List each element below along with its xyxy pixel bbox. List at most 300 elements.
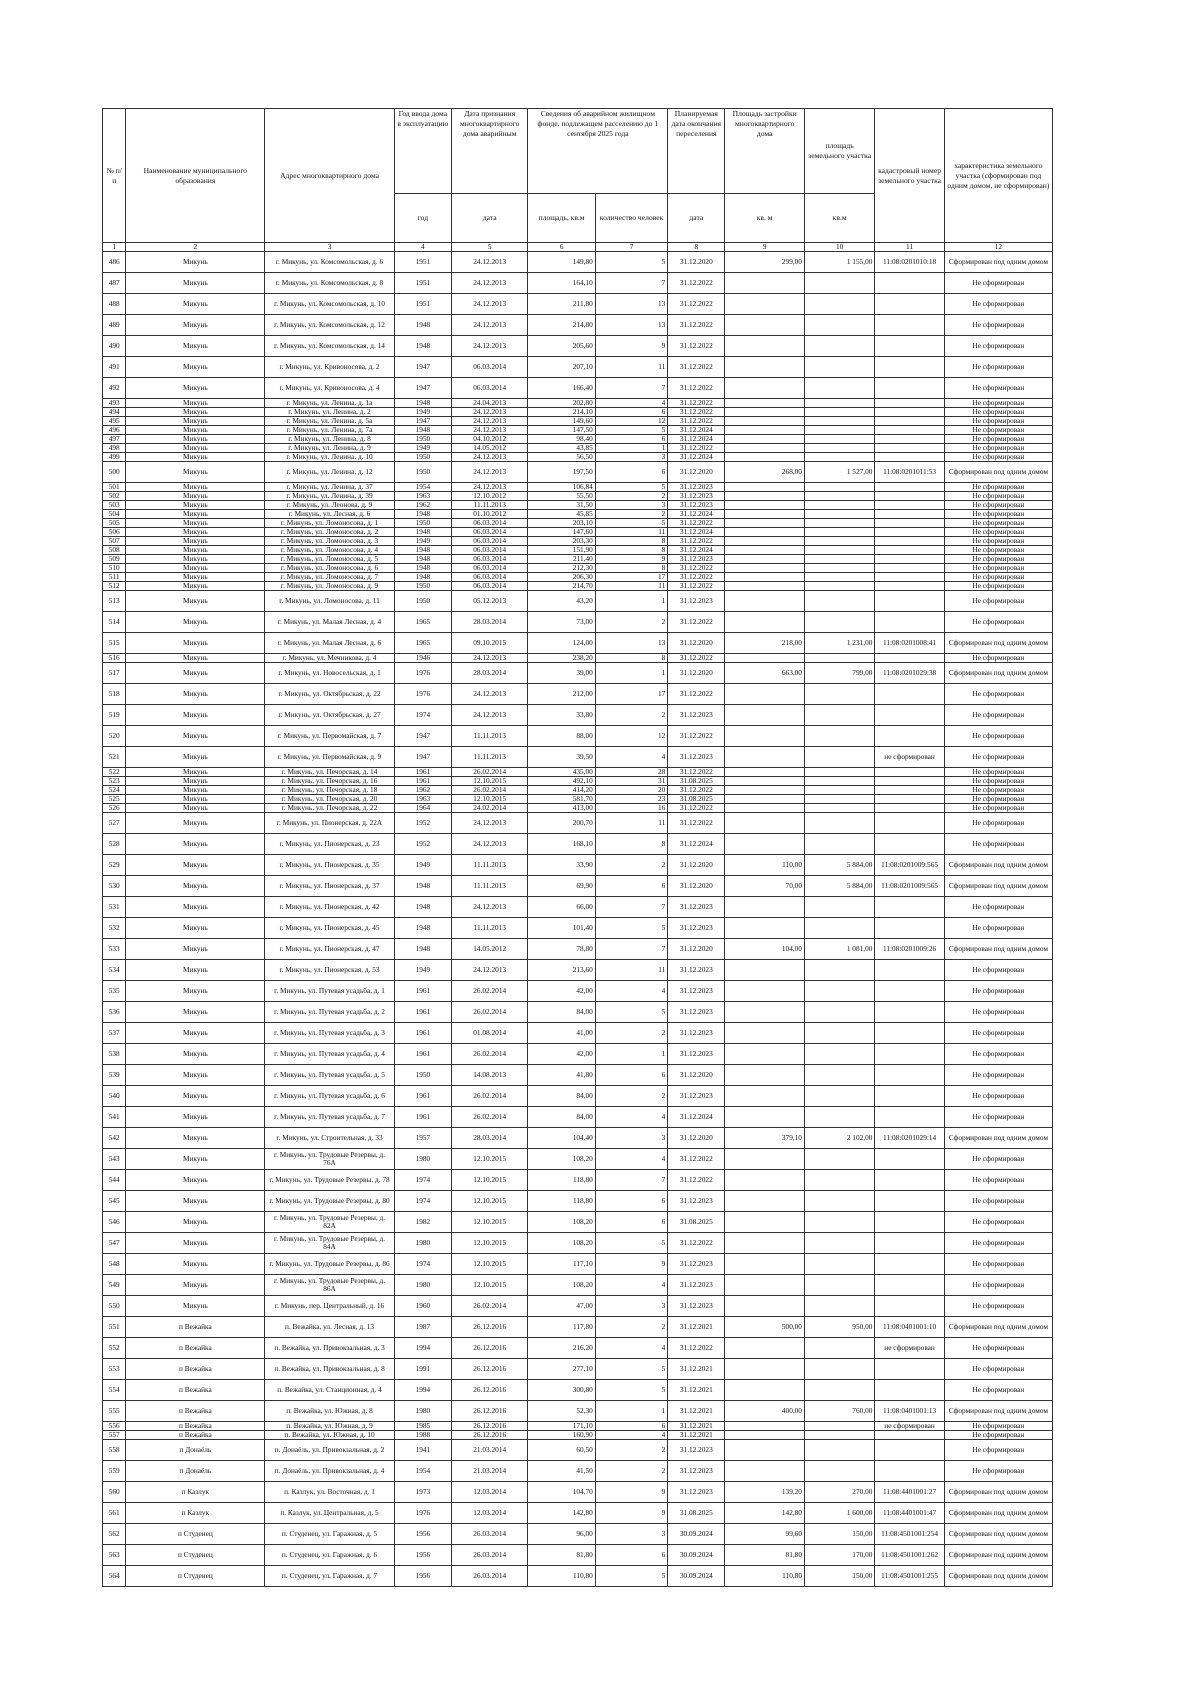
land-area-cell [804,528,874,537]
people-cell: 5 [595,1566,667,1587]
area-cell: 41,50 [528,1461,595,1482]
emergency-date-cell: 12.10.2015 [451,1233,528,1254]
building-area-cell [725,1107,805,1128]
planned-end-cell: 31.12.2023 [668,1002,725,1023]
municipality-cell: Микунь [126,501,265,510]
land-status-cell: Не сформирован [944,918,1052,939]
row-number: 559 [103,1461,126,1482]
row-number: 488 [103,294,126,315]
building-area-cell [725,591,805,612]
cadastral-cell: 11:08:0201009:565 [875,855,944,876]
row-number: 502 [103,492,126,501]
land-area-cell [804,960,874,981]
address-cell: г. Микунь, ул. Путевая усадьба, д. 2 [265,1002,395,1023]
row-number: 491 [103,357,126,378]
table-row [103,813,1053,834]
row-number: 548 [103,1254,126,1275]
table-row [103,777,1053,786]
municipality-cell: Микунь [126,573,265,582]
emergency-date-cell: 24.12.2013 [451,705,528,726]
emergency-date-cell: 26.12.2016 [451,1338,528,1359]
table-row [103,462,1053,483]
year-cell: 1949 [394,537,451,546]
land-status-cell: Не сформирован [944,1359,1052,1380]
table-row [103,1422,1053,1431]
people-cell: 3 [595,1524,667,1545]
table-row [103,1461,1053,1482]
people-cell: 5 [595,252,667,273]
cadastral-cell: 11:08:4401001:47 [875,1503,944,1524]
building-area-cell [725,654,805,663]
year-cell: 1962 [394,501,451,510]
building-area-cell [725,1359,805,1380]
land-area-cell [804,1233,874,1254]
table-row [103,1296,1053,1317]
year-cell: 1961 [394,1107,451,1128]
document-sheet [102,108,1053,1587]
land-status-cell: Не сформирован [944,834,1052,855]
year-cell: 1954 [394,1461,451,1482]
planned-end-cell: 31.12.2022 [668,768,725,777]
land-status-cell: Не сформирован [944,1149,1052,1170]
cadastral-cell [875,834,944,855]
people-cell: 8 [595,564,667,573]
planned-end-cell: 31.12.2020 [668,876,725,897]
building-area-cell [725,897,805,918]
emergency-date-cell: 24.12.2013 [451,453,528,462]
building-area-cell [725,1086,805,1107]
land-area-cell: 1 231,00 [804,633,874,654]
row-number: 511 [103,573,126,582]
people-cell: 2 [595,1440,667,1461]
cadastral-cell [875,918,944,939]
address-cell: г. Микунь, ул. Печорская, д. 14 [265,768,395,777]
address-cell: п. Вежайка, ул. Привокзальная, д. 8 [265,1359,395,1380]
area-cell: 98,40 [528,435,595,444]
area-cell: 43,20 [528,591,595,612]
address-cell: г. Микунь, ул. Печорская, д. 16 [265,777,395,786]
address-cell: г. Микунь, ул. Ломоносова, д. 4 [265,546,395,555]
address-cell: г. Микунь, ул. Ленина, д. 1а [265,399,395,408]
planned-end-cell: 31.12.2022 [668,294,725,315]
land-area-cell [804,591,874,612]
cadastral-cell [875,528,944,537]
year-cell: 1952 [394,834,451,855]
building-area-cell: 110,80 [725,1566,805,1587]
address-cell: г. Микунь, ул. Ломоносова, д. 1 [265,519,395,528]
building-area-cell [725,777,805,786]
land-area-cell [804,1296,874,1317]
row-number: 535 [103,981,126,1002]
land-area-cell [804,768,874,777]
building-area-cell [725,492,805,501]
address-cell: г. Микунь, ул. Леонова, д. 9 [265,501,395,510]
land-area-cell: 1 527,00 [804,462,874,483]
year-cell: 1950 [394,462,451,483]
cadastral-cell: 11:08:0201029:38 [875,663,944,684]
cadastral-cell [875,795,944,804]
area-cell: 149,80 [528,252,595,273]
address-cell: г. Микунь, ул. Путевая усадьба, д. 5 [265,1065,395,1086]
cadastral-cell: не сформирован [875,1422,944,1431]
year-cell: 1956 [394,1524,451,1545]
land-status-cell: Сформирован под одним домом [944,633,1052,654]
municipality-cell: Микунь [126,1212,265,1233]
people-cell: 2 [595,1086,667,1107]
emergency-date-cell: 11.11.2013 [451,726,528,747]
land-status-cell: Сформирован под одним домом [944,663,1052,684]
area-cell: 214,70 [528,582,595,591]
year-cell: 1974 [394,1191,451,1212]
row-number: 563 [103,1545,126,1566]
municipality-cell: Микунь [126,960,265,981]
land-area-cell [804,726,874,747]
people-cell: 7 [595,897,667,918]
area-cell: 88,00 [528,726,595,747]
row-number: 515 [103,633,126,654]
area-cell: 108,20 [528,1212,595,1233]
land-status-cell: Не сформирован [944,786,1052,795]
table-row [103,273,1053,294]
year-cell: 1976 [394,684,451,705]
municipality-cell: Микунь [126,444,265,453]
year-cell: 1948 [394,399,451,408]
cadastral-cell [875,813,944,834]
land-status-cell: Не сформирован [944,444,1052,453]
planned-end-cell: 31.12.2022 [668,357,725,378]
address-cell: г. Микунь, ул. Ленина, д. 2 [265,408,395,417]
land-area-cell [804,573,874,582]
cadastral-cell [875,573,944,582]
subheader-date: дата [451,194,528,243]
land-area-cell [804,918,874,939]
table-row [103,408,1053,417]
land-area-cell: 270,00 [804,1482,874,1503]
year-cell: 1980 [394,1233,451,1254]
area-cell: 435,00 [528,768,595,777]
land-status-cell: Не сформирован [944,294,1052,315]
emergency-date-cell: 28.03.2014 [451,1128,528,1149]
area-cell: 238,20 [528,654,595,663]
planned-end-cell: 30.09.2024 [668,1566,725,1587]
land-status-cell: Не сформирован [944,684,1052,705]
address-cell: п. Вежайка, ул. Южная, д. 9 [265,1422,395,1431]
building-area-cell [725,483,805,492]
row-number: 487 [103,273,126,294]
building-area-cell [725,1338,805,1359]
planned-end-cell: 31.12.2023 [668,555,725,564]
people-cell: 5 [595,918,667,939]
area-cell: 160,90 [528,1431,595,1440]
year-cell: 1948 [394,555,451,564]
planned-end-cell: 31.12.2022 [668,315,725,336]
address-cell: г. Микунь, ул. Комсомольская, д. 10 [265,294,395,315]
cadastral-cell [875,1380,944,1401]
land-status-cell: Не сформирован [944,1254,1052,1275]
area-cell: 106,84 [528,483,595,492]
land-status-cell: Сформирован под одним домом [944,1401,1052,1422]
table-row [103,435,1053,444]
row-number: 507 [103,537,126,546]
emergency-date-cell: 12.10.2015 [451,795,528,804]
municipality-cell: Микунь [126,939,265,960]
people-cell: 12 [595,417,667,426]
area-cell: 197,50 [528,462,595,483]
row-number: 493 [103,399,126,408]
address-cell: г. Микунь, ул. Ленина, д. 5а [265,417,395,426]
land-area-cell [804,813,874,834]
land-area-cell [804,1275,874,1296]
municipality-cell: п Донаёль [126,1440,265,1461]
land-status-cell: Не сформирован [944,399,1052,408]
land-area-cell [804,684,874,705]
header-municipality: Наименование муниципального образования [126,109,265,243]
planned-end-cell: 31.12.2022 [668,684,725,705]
table-row [103,453,1053,462]
land-status-cell: Сформирован под одним домом [944,1566,1052,1587]
cadastral-cell [875,492,944,501]
table-row [103,897,1053,918]
area-cell: 41,00 [528,1023,595,1044]
row-number: 558 [103,1440,126,1461]
table-row [103,555,1053,564]
people-cell: 3 [595,1128,667,1149]
land-area-cell [804,399,874,408]
municipality-cell: Микунь [126,705,265,726]
building-area-cell [725,1380,805,1401]
cadastral-cell: 11:08:4401001:27 [875,1482,944,1503]
row-number: 486 [103,252,126,273]
land-area-cell: 170,00 [804,1545,874,1566]
area-cell: 39,00 [528,663,595,684]
municipality-cell: Микунь [126,1107,265,1128]
municipality-cell: Микунь [126,426,265,435]
area-cell: 78,80 [528,939,595,960]
address-cell: г. Микунь, ул. Новосельская, д. 1 [265,663,395,684]
column-number: 9 [725,243,805,252]
year-cell: 1957 [394,1128,451,1149]
municipality-cell: Микунь [126,537,265,546]
column-number: 12 [944,243,1052,252]
people-cell: 28 [595,768,667,777]
building-area-cell [725,795,805,804]
year-cell: 1965 [394,612,451,633]
emergency-date-cell: 26.02.2014 [451,1044,528,1065]
row-number: 553 [103,1359,126,1380]
land-status-cell: Не сформирован [944,1023,1052,1044]
planned-end-cell: 31.12.2023 [668,1275,725,1296]
table-row [103,1545,1053,1566]
building-area-cell [725,1170,805,1191]
address-cell: г. Микунь, ул. Трудовые Резервы, д. 84А [265,1233,395,1254]
emergency-date-cell: 14.05.2012 [451,444,528,453]
planned-end-cell: 31.12.2023 [668,1461,725,1482]
table-row [103,1440,1053,1461]
people-cell: 2 [595,510,667,519]
municipality-cell: Микунь [126,1149,265,1170]
building-area-cell: 104,00 [725,939,805,960]
planned-end-cell: 31.12.2024 [668,510,725,519]
year-cell: 1956 [394,1566,451,1587]
building-area-cell [725,510,805,519]
row-number: 501 [103,483,126,492]
area-cell: 203,30 [528,537,595,546]
area-cell: 168,10 [528,834,595,855]
year-cell: 1994 [394,1380,451,1401]
year-cell: 1948 [394,897,451,918]
emergency-date-cell: 24.12.2013 [451,684,528,705]
cadastral-cell [875,483,944,492]
row-number: 549 [103,1275,126,1296]
table-row [103,804,1053,813]
area-cell: 206,30 [528,573,595,582]
table-row [103,510,1053,519]
people-cell: 6 [595,1422,667,1431]
table-row [103,1086,1053,1107]
row-number: 499 [103,453,126,462]
municipality-cell: Микунь [126,357,265,378]
planned-end-cell: 31.12.2022 [668,813,725,834]
area-cell: 45,85 [528,510,595,519]
cadastral-cell [875,501,944,510]
area-cell: 117,80 [528,1317,595,1338]
area-cell: 164,10 [528,273,595,294]
planned-end-cell: 31.12.2020 [668,1128,725,1149]
year-cell: 1948 [394,876,451,897]
people-cell: 1 [595,591,667,612]
address-cell: г. Микунь, ул. Малая Лесная, д. 4 [265,612,395,633]
table-row [103,591,1053,612]
year-cell: 1950 [394,591,451,612]
municipality-cell: Микунь [126,897,265,918]
land-status-cell: Не сформирован [944,1191,1052,1212]
emergency-date-cell: 06.03.2014 [451,582,528,591]
address-cell: п. Студенец, ул. Гаражная, д. 5 [265,1524,395,1545]
address-cell: п. Донаёль, ул. Привокзальная, д. 2 [265,1440,395,1461]
table-row [103,336,1053,357]
address-cell: г. Микунь, ул. Пионерская, д. 47 [265,939,395,960]
column-number: 3 [265,243,395,252]
people-cell: 7 [595,1170,667,1191]
municipality-cell: Микунь [126,726,265,747]
building-area-cell [725,453,805,462]
municipality-cell: п Вежайка [126,1317,265,1338]
address-cell: г. Микунь, ул. Трудовые Резервы, д. 86 [265,1254,395,1275]
land-area-cell [804,1359,874,1380]
emergency-date-cell: 06.03.2014 [451,564,528,573]
planned-end-cell: 31.12.2022 [668,1170,725,1191]
land-area-cell: 150,00 [804,1524,874,1545]
land-status-cell: Не сформирован [944,1275,1052,1296]
emergency-date-cell: 14.08.2013 [451,1065,528,1086]
year-cell: 1948 [394,426,451,435]
year-cell: 1941 [394,1440,451,1461]
header-address: Адрес многоквартирного дома [265,109,395,243]
cadastral-cell: 11:08:0401001:10 [875,1317,944,1338]
cadastral-cell [875,1086,944,1107]
land-status-cell: Сформирован под одним домом [944,1503,1052,1524]
land-status-cell: Сформирован под одним домом [944,1524,1052,1545]
row-number: 560 [103,1482,126,1503]
emergency-date-cell: 26.03.2014 [451,1545,528,1566]
building-area-cell [725,747,805,768]
row-number: 564 [103,1566,126,1587]
land-area-cell [804,582,874,591]
year-cell: 1948 [394,564,451,573]
cadastral-cell [875,1440,944,1461]
year-cell: 1961 [394,1002,451,1023]
cadastral-cell [875,399,944,408]
emergency-date-cell: 26.02.2014 [451,1086,528,1107]
table-row [103,357,1053,378]
land-area-cell: 760,00 [804,1401,874,1422]
building-area-cell [725,408,805,417]
cadastral-cell [875,1044,944,1065]
municipality-cell: п Вежайка [126,1401,265,1422]
year-cell: 1961 [394,1023,451,1044]
cadastral-cell [875,591,944,612]
area-cell: 212,00 [528,684,595,705]
planned-end-cell: 30.09.2024 [668,1545,725,1566]
land-status-cell: Не сформирован [944,897,1052,918]
planned-end-cell: 31.12.2023 [668,981,725,1002]
emergency-date-cell: 12.10.2015 [451,1149,528,1170]
people-cell: 9 [595,555,667,564]
land-status-cell: Не сформирован [944,426,1052,435]
cadastral-cell [875,1023,944,1044]
area-cell: 581,70 [528,795,595,804]
people-cell: 1 [595,444,667,453]
year-cell: 1963 [394,795,451,804]
building-area-cell [725,1233,805,1254]
planned-end-cell: 31.12.2023 [668,897,725,918]
building-area-cell: 99,60 [725,1524,805,1545]
people-cell: 2 [595,1461,667,1482]
municipality-cell: Микунь [126,855,265,876]
land-area-cell [804,747,874,768]
table-row [103,501,1053,510]
municipality-cell: Микунь [126,918,265,939]
people-cell: 4 [595,981,667,1002]
cadastral-cell [875,294,944,315]
emergency-date-cell: 06.03.2014 [451,555,528,564]
address-cell: г. Микунь, ул. Первомайская, д. 9 [265,747,395,768]
table-row [103,1359,1053,1380]
address-cell: г. Микунь, ул. Ломоносова, д. 2 [265,528,395,537]
emergency-date-cell: 12.10.2015 [451,1191,528,1212]
people-cell: 13 [595,315,667,336]
area-cell: 60,50 [528,1440,595,1461]
land-status-cell: Не сформирован [944,981,1052,1002]
area-cell: 205,60 [528,336,595,357]
cadastral-cell [875,1149,944,1170]
municipality-cell: Микунь [126,252,265,273]
emergency-housing-table [102,108,1053,1587]
land-area-cell [804,1380,874,1401]
land-area-cell [804,1170,874,1191]
cadastral-cell [875,981,944,1002]
area-cell: 108,20 [528,1275,595,1296]
land-status-cell: Не сформирован [944,528,1052,537]
emergency-date-cell: 12.03.2014 [451,1503,528,1524]
area-cell: 69,90 [528,876,595,897]
year-cell: 1987 [394,1317,451,1338]
land-status-cell: Не сформирован [944,555,1052,564]
table-row [103,417,1053,426]
cadastral-cell [875,768,944,777]
planned-end-cell: 31.12.2023 [668,747,725,768]
building-area-cell [725,1431,805,1440]
